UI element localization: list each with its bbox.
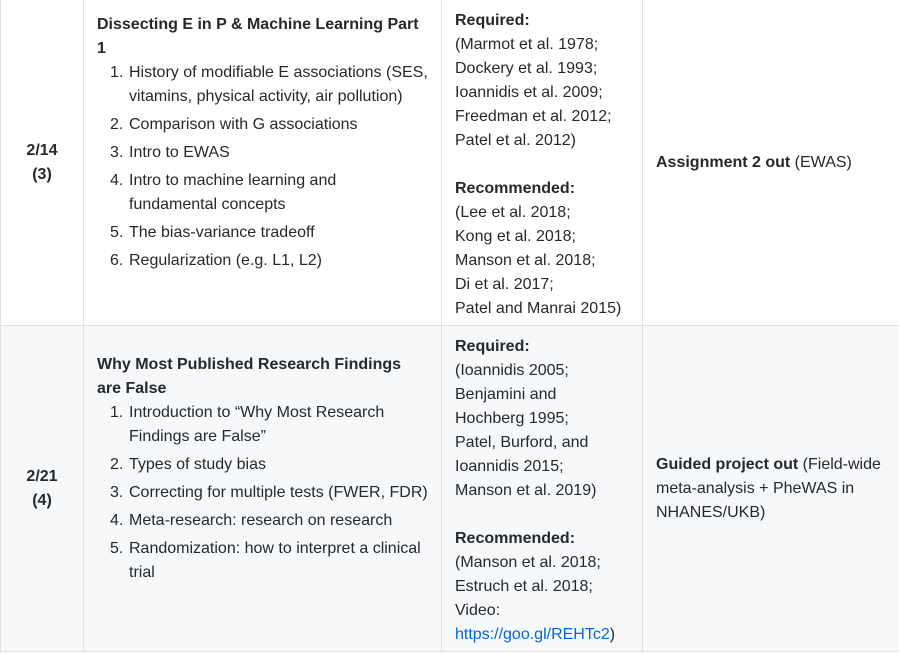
list-item-text: Types of study bias — [129, 456, 266, 473]
list-item — [97, 61, 428, 109]
reading-cell — [442, 326, 643, 652]
required-ref: Freedman et al. 2012; — [455, 108, 612, 125]
table-row — [1, 0, 899, 326]
list-item — [97, 537, 428, 585]
list-item-text: The bias-variance tradeoff — [129, 224, 315, 241]
project-label: Guided project out — [656, 455, 799, 473]
session-date: 2/21 — [26, 467, 58, 485]
list-number: 1. — [110, 64, 124, 81]
list-item-text: Intro to machine learning and fundamental concepts — [129, 172, 337, 213]
notes-cell — [643, 326, 899, 652]
required-label: Required: — [455, 12, 530, 29]
recommended-ref: Estruch et al. 2018; — [455, 578, 593, 595]
required-ref: Manson et al. 2019) — [455, 482, 597, 499]
list-item — [97, 509, 428, 533]
list-item — [97, 401, 428, 449]
assignment-label: Assignment 2 out — [656, 153, 791, 171]
video-line — [455, 623, 630, 647]
session-date: 2/14 — [26, 141, 58, 159]
recommended-label: Recommended: — [455, 530, 576, 547]
date-cell — [1, 0, 84, 326]
list-item-text: Introduction to “Why Most Research Findings are False” — [129, 404, 385, 445]
list-number: 4. — [110, 512, 124, 529]
list-item — [97, 169, 428, 217]
topic-cell — [84, 0, 442, 326]
list-item-text: Regularization (e.g. L1, L2) — [129, 252, 322, 269]
list-item-text: Meta-research: research on research — [129, 512, 393, 529]
list-item — [97, 141, 428, 165]
required-ref: Dockery et al. 1993; — [455, 60, 598, 77]
list-number: 5. — [110, 224, 124, 241]
recommended-ref: Kong et al. 2018; — [455, 228, 576, 245]
required-ref: (Ioannidis 2005; — [455, 362, 569, 379]
required-ref: (Marmot et al. 1978; — [455, 36, 599, 53]
list-number: 4. — [110, 172, 124, 189]
video-close: ) — [609, 626, 616, 643]
list-item — [97, 221, 428, 245]
topic-title: Why Most Published Research Findings are False — [97, 356, 402, 397]
date-cell — [1, 326, 84, 652]
list-item — [97, 481, 428, 505]
notes-cell — [643, 0, 899, 326]
table-row — [1, 326, 899, 652]
list-item — [97, 249, 428, 273]
assignment-detail: (EWAS) — [790, 153, 852, 171]
project-detail: (Field-wide meta-analysis + PheWAS in NHANES/UKB) — [656, 455, 881, 521]
required-ref: Benjamini and Hochberg 1995; — [455, 386, 569, 427]
recommended-ref: (Manson et al. 2018; — [455, 554, 601, 571]
spacer — [455, 503, 630, 527]
topic-list — [97, 61, 428, 273]
required-ref: Patel et al. 2012) — [455, 132, 576, 149]
recommended-ref: Video: — [455, 602, 501, 619]
list-item — [97, 113, 428, 137]
list-number: 5. — [110, 540, 124, 557]
required-label: Required: — [455, 338, 530, 355]
reading-cell — [442, 0, 643, 326]
recommended-ref: Patel and Manrai 2015) — [455, 300, 622, 317]
list-item-text: Correcting for multiple tests (FWER, FDR) — [129, 484, 428, 501]
list-item — [97, 453, 428, 477]
list-item-text: History of modifiable E associations (SES, vitamins, physical activity, air pollution) — [129, 64, 428, 105]
topic-title: Dissecting E in P & Machine Learning Part 1 — [97, 16, 419, 57]
list-number: 6. — [110, 252, 124, 269]
topic-cell — [84, 326, 442, 652]
recommended-ref: Manson et al. 2018; — [455, 252, 596, 269]
list-item-text: Intro to EWAS — [129, 144, 230, 161]
session-number: (3) — [32, 165, 52, 183]
list-number: 2. — [110, 116, 124, 133]
session-number: (4) — [32, 491, 52, 509]
list-item-text: Randomization: how to interpret a clinical trial — [129, 540, 421, 581]
recommended-ref: (Lee et al. 2018; — [455, 204, 571, 221]
list-number: 3. — [110, 144, 124, 161]
list-item-text: Comparison with G associations — [129, 116, 358, 133]
list-number: 1. — [110, 404, 124, 421]
recommended-ref: Di et al. 2017; — [455, 276, 554, 293]
spacer — [455, 153, 630, 177]
required-ref: Ioannidis et al. 2009; — [455, 84, 603, 101]
video-link[interactable]: https://goo.gl/REHTc2 — [455, 626, 610, 643]
topic-list — [97, 401, 428, 585]
recommended-label: Recommended: — [455, 180, 576, 197]
required-ref: Patel, Burford, and Ioannidis 2015; — [455, 434, 589, 475]
list-number: 2. — [110, 456, 124, 473]
list-number: 3. — [110, 484, 124, 501]
